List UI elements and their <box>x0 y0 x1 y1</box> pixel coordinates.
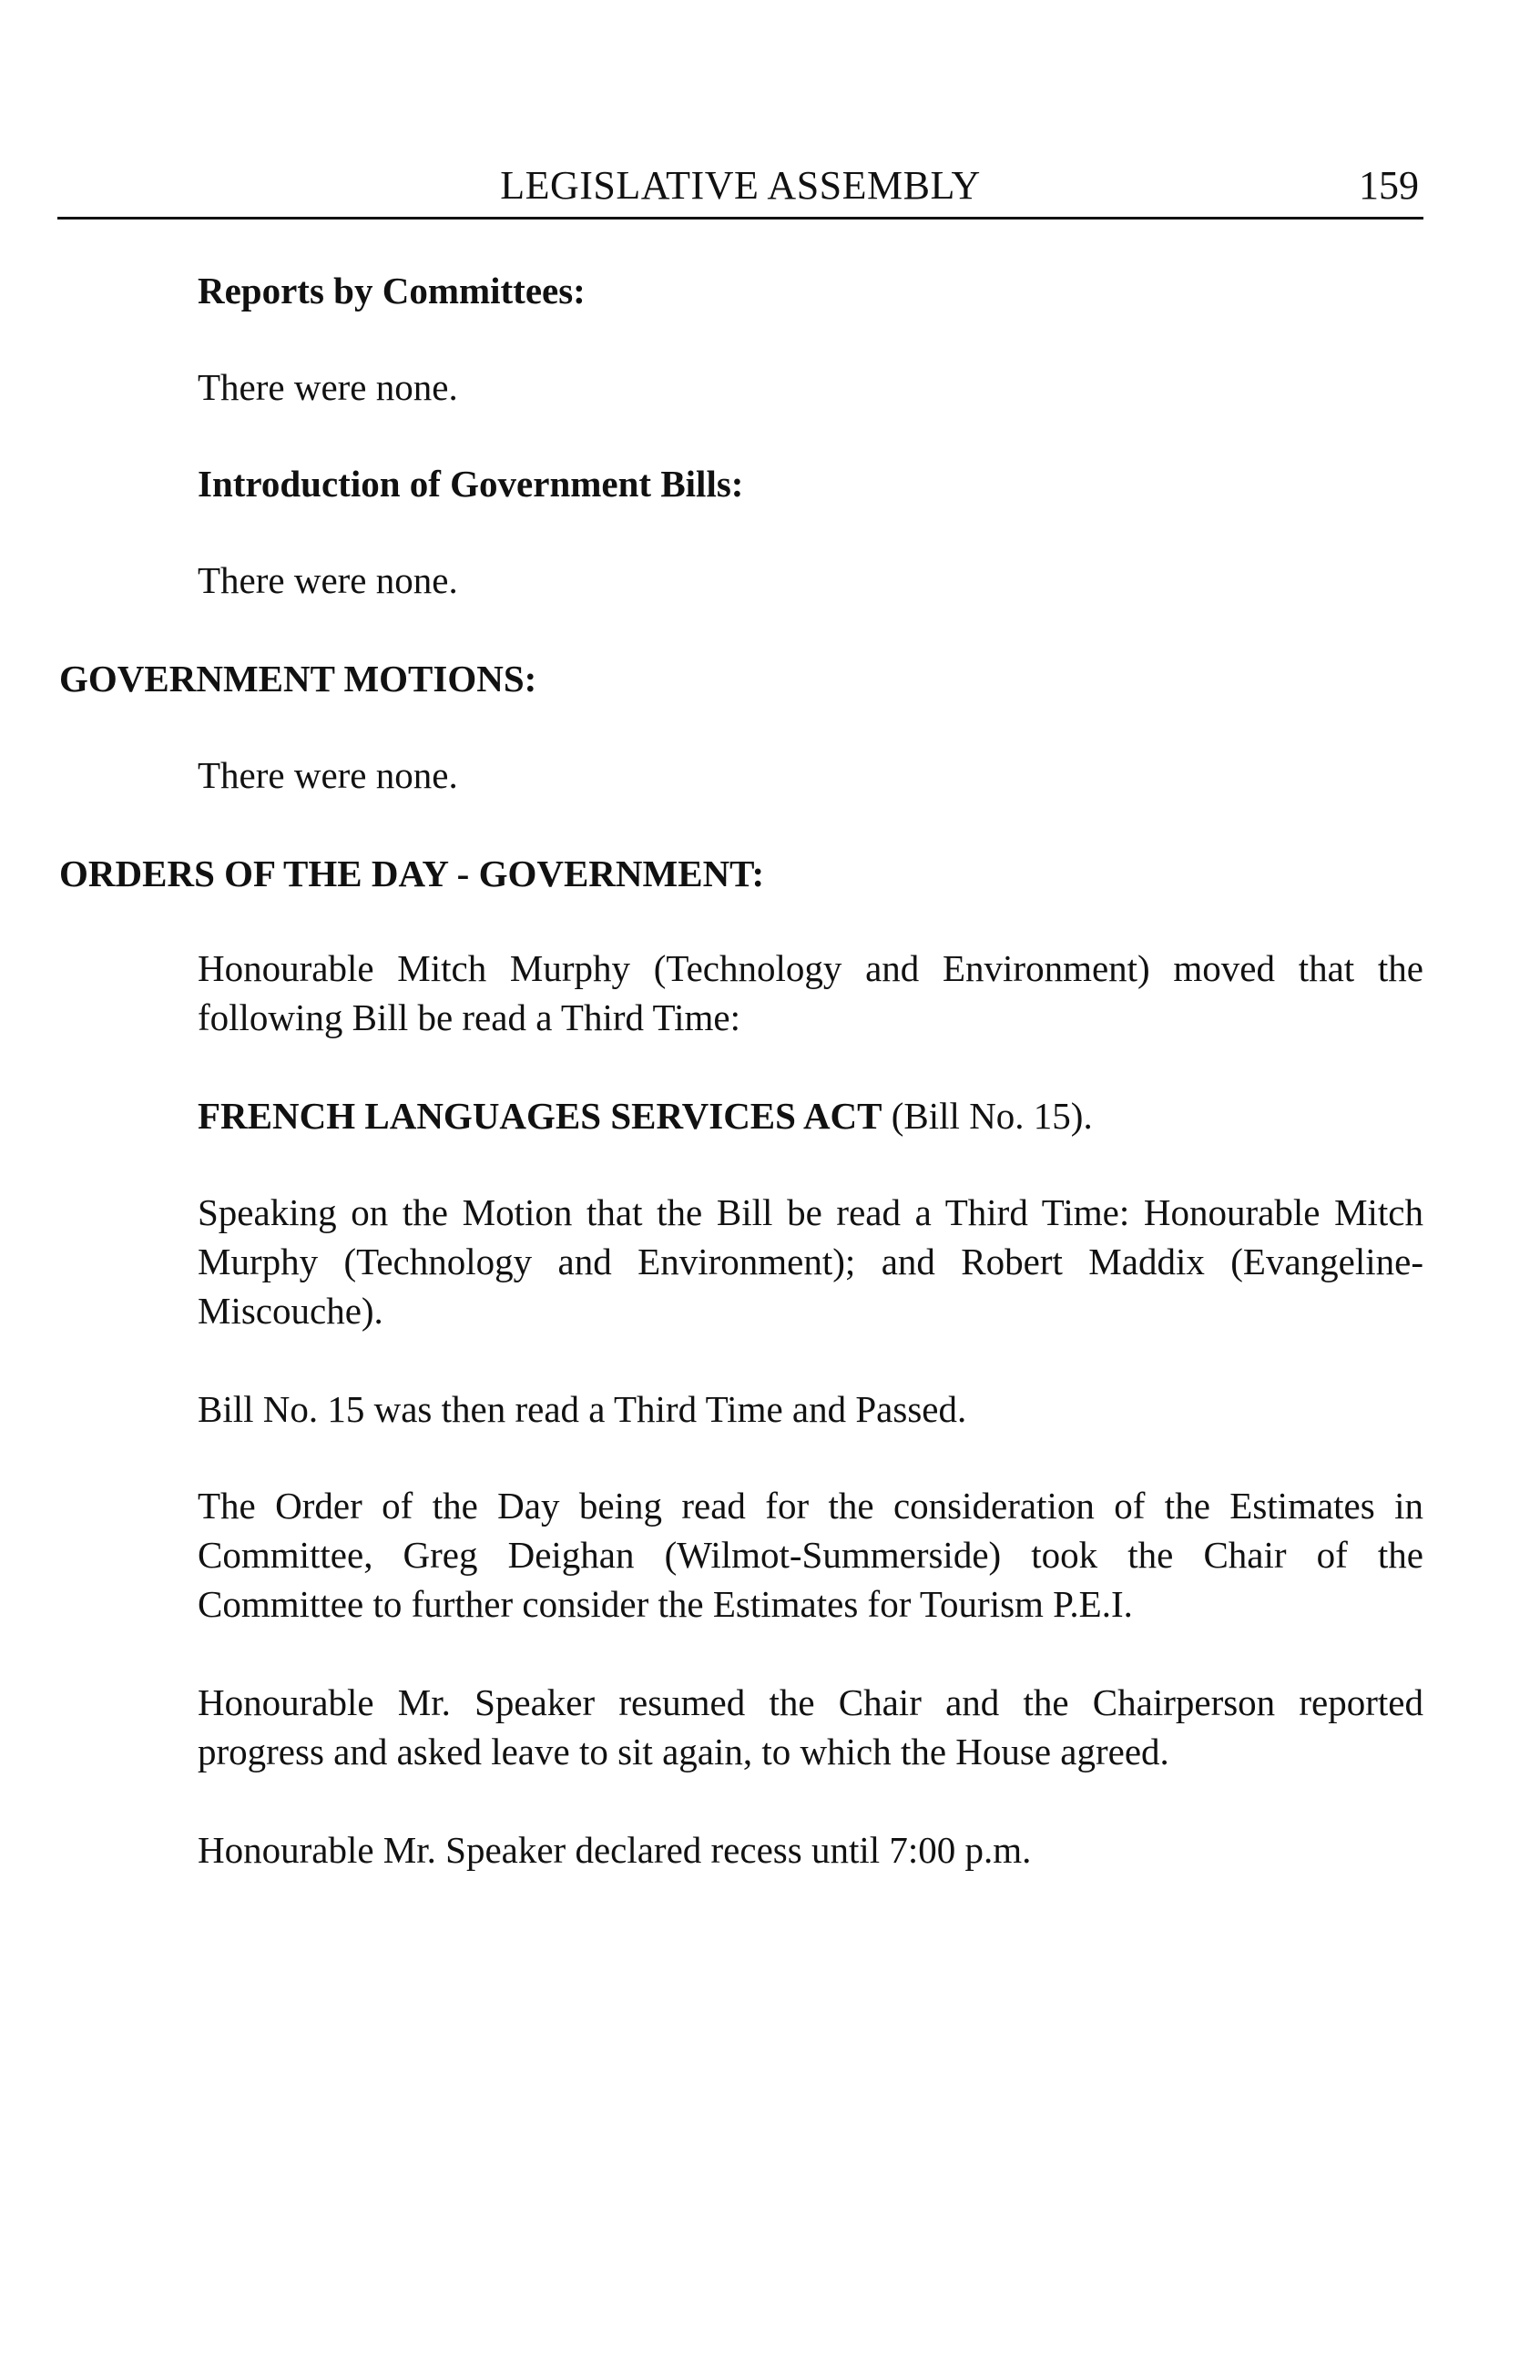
reports-by-committees-text: There were none. <box>198 366 458 408</box>
introduction-of-bills-heading: Introduction of Government Bills: <box>198 463 744 505</box>
bill-passed-paragraph: Bill No. 15 was then read a Third Time and Passed. <box>198 1388 967 1430</box>
page-number: 159 <box>1359 163 1419 208</box>
bill-number: (Bill No. 15). <box>882 1095 1093 1137</box>
government-motions-text: There were none. <box>198 754 458 796</box>
bill-line <box>198 1091 1423 1140</box>
reports-by-committees-heading: Reports by Committees: <box>198 270 586 312</box>
third-reading-motion: Honourable Mitch Murphy (Technology and Environment) moved that the following Bill be read a Third Time: <box>198 947 1423 1038</box>
progress-paragraph: Honourable Mr. Speaker resumed the Chair and the Chairperson reported progress and asked leave to sit again, to which the House agreed. <box>198 1681 1423 1772</box>
government-motions-heading: GOVERNMENT MOTIONS: <box>59 658 537 700</box>
speaking-paragraph: Speaking on the Motion that the Bill be read a Third Time: Honourable Mitch Murphy (Technology and Environment); and Robert Maddix (Evangeline-Miscouche). <box>198 1191 1423 1332</box>
orders-of-the-day-heading: ORDERS OF THE DAY - GOVERNMENT: <box>59 853 765 894</box>
introduction-of-bills-text: There were none. <box>198 559 458 601</box>
recess-paragraph: Honourable Mr. Speaker declared recess until 7:00 p.m. <box>198 1829 1032 1871</box>
running-header <box>57 158 1423 220</box>
estimates-paragraph: The Order of the Day being read for the consideration of the Estimates in Committee, Greg Deighan (Wilmot-Summerside) took the Chair of the Committee to further consider the Estimates for Tourism P.E.I. <box>198 1485 1423 1625</box>
bill-title: FRENCH LANGUAGES SERVICES ACT <box>198 1095 882 1137</box>
header-title: LEGISLATIVE ASSEMBLY <box>500 163 981 208</box>
